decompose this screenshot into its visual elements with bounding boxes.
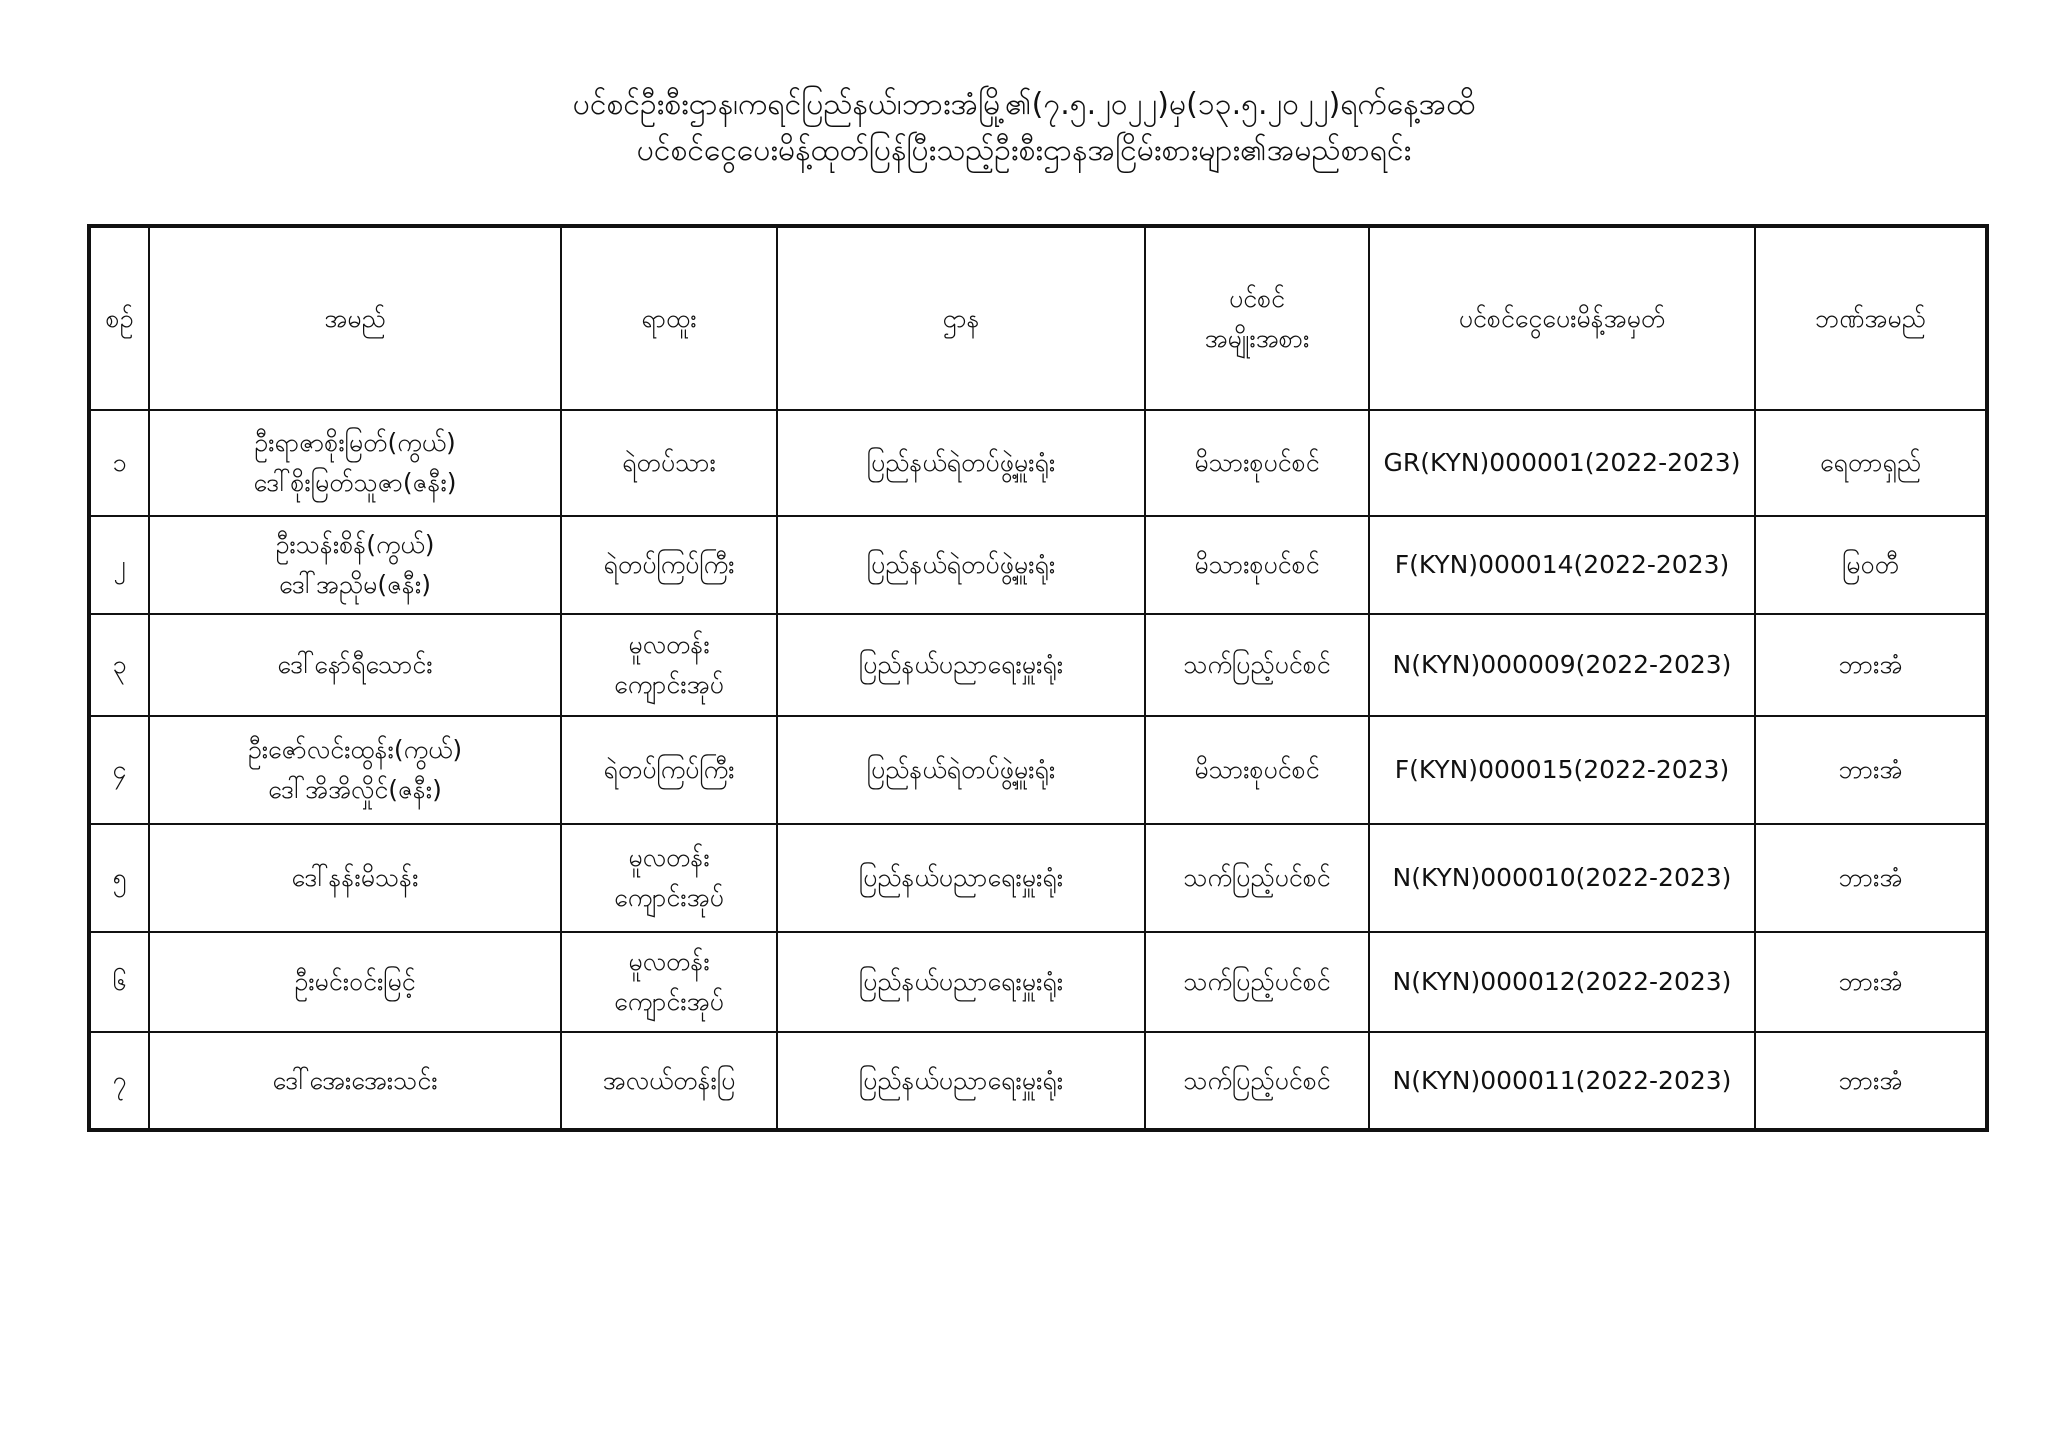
cell-pension-type: သက်ပြည့်ပင်စင်	[1145, 614, 1369, 716]
cell-name	[149, 516, 561, 614]
header-rank: ရာထူး	[561, 226, 777, 410]
cell-department: ပြည်နယ်ပညာရေးမှူးရုံး	[777, 614, 1145, 716]
cell-bank: ဘားအံ	[1755, 614, 1987, 716]
cell-bank: ဘားအံ	[1755, 824, 1987, 932]
cell-rank-line1: မူလတန်း	[628, 843, 710, 872]
pensioner-table	[87, 224, 1989, 1132]
cell-name-line1: ဦးသန်းစိန်(ကွယ်)	[275, 530, 435, 559]
cell-name-line2: ဒေါ်စိုးမြတ်သူဇာ(ဇနီး)	[253, 468, 457, 497]
table-row	[89, 614, 1987, 716]
table-row	[89, 1032, 1987, 1130]
table-row	[89, 410, 1987, 516]
cell-rank: ရဲတပ်သား	[561, 410, 777, 516]
cell-rank: ရဲတပ်ကြပ်ကြီး	[561, 716, 777, 824]
title-line-2: ပင်စင်ငွေပေးမိန့်ထုတ်ပြန်ပြီးသည့်ဦးစီးဌာနအငြိမ်းစားများ၏အမည်စာရင်း	[636, 133, 1412, 168]
cell-department: ပြည်နယ်ရဲတပ်ဖွဲ့မှူးရုံး	[777, 410, 1145, 516]
cell-order-no: N(KYN)000010(2022-2023)	[1369, 824, 1755, 932]
header-bank: ဘဏ်အမည်	[1755, 226, 1987, 410]
cell-rank-line2: ကျောင်းအုပ်	[614, 670, 724, 699]
table-row	[89, 824, 1987, 932]
table-row	[89, 932, 1987, 1032]
cell-name: ဒေါ်နော်ရီသောင်း	[149, 614, 561, 716]
cell-department: ပြည်နယ်ပညာရေးမှူးရုံး	[777, 1032, 1145, 1130]
cell-department: ပြည်နယ်ရဲတပ်ဖွဲ့မှူးရုံး	[777, 516, 1145, 614]
cell-name	[149, 410, 561, 516]
cell-name-line1: ဦးရာဇာစိုးမြတ်(ကွယ်)	[254, 428, 456, 457]
cell-name: ဦးမင်းဝင်းမြင့်	[149, 932, 561, 1032]
cell-name: ဒေါ်နန်းမိသန်း	[149, 824, 561, 932]
cell-name	[149, 716, 561, 824]
header-name: အမည်	[149, 226, 561, 410]
cell-pension-type: မိသားစုပင်စင်	[1145, 516, 1369, 614]
cell-pension-type: သက်ပြည့်ပင်စင်	[1145, 824, 1369, 932]
cell-name-line2: ဒေါ်အိအိလှိုင်(ဇနီး)	[268, 775, 442, 804]
document-title	[0, 82, 2048, 174]
cell-no: ၁	[89, 410, 149, 516]
cell-rank	[561, 932, 777, 1032]
cell-rank-line2: ကျောင်းအုပ်	[614, 883, 724, 912]
cell-pension-type: သက်ပြည့်ပင်စင်	[1145, 932, 1369, 1032]
table-row	[89, 716, 1987, 824]
cell-bank: ရေတာရှည်	[1755, 410, 1987, 516]
cell-name-line1: ဦးဇော်လင်းထွန်း(ကွယ်)	[247, 735, 463, 764]
header-pension-type	[1145, 226, 1369, 410]
cell-department: ပြည်နယ်ပညာရေးမှူးရုံး	[777, 932, 1145, 1032]
table-row	[89, 516, 1987, 614]
cell-order-no: F(KYN)000015(2022-2023)	[1369, 716, 1755, 824]
cell-order-no: N(KYN)000012(2022-2023)	[1369, 932, 1755, 1032]
cell-pension-type: သက်ပြည့်ပင်စင်	[1145, 1032, 1369, 1130]
cell-rank	[561, 614, 777, 716]
header-department: ဌာန	[777, 226, 1145, 410]
cell-rank-line1: မူလတန်း	[628, 630, 710, 659]
header-pension-type-line2: အမျိုးအစား	[1204, 323, 1310, 353]
cell-bank: ဘားအံ	[1755, 716, 1987, 824]
cell-department: ပြည်နယ်ပညာရေးမှူးရုံး	[777, 824, 1145, 932]
header-pension-type-line1: ပင်စင်	[1228, 283, 1286, 313]
cell-bank: ဘားအံ	[1755, 1032, 1987, 1130]
cell-pension-type: မိသားစုပင်စင်	[1145, 410, 1369, 516]
cell-rank-line2: ကျောင်းအုပ်	[614, 987, 724, 1016]
cell-order-no: F(KYN)000014(2022-2023)	[1369, 516, 1755, 614]
header-no: စဉ်	[89, 226, 149, 410]
cell-no: ၆	[89, 932, 149, 1032]
cell-no: ၅	[89, 824, 149, 932]
cell-order-no: N(KYN)000011(2022-2023)	[1369, 1032, 1755, 1130]
cell-rank-line1: မူလတန်း	[628, 947, 710, 976]
table-header-row	[89, 226, 1987, 410]
cell-name-line2: ဒေါ်အညိုမ(ဇနီး)	[279, 570, 431, 599]
header-order-no: ပင်စင်ငွေပေးမိန့်အမှတ်	[1369, 226, 1755, 410]
cell-pension-type: မိသားစုပင်စင်	[1145, 716, 1369, 824]
cell-name: ဒေါ်အေးအေးသင်း	[149, 1032, 561, 1130]
cell-no: ၂	[89, 516, 149, 614]
cell-no: ၃	[89, 614, 149, 716]
pensioner-table-container	[87, 224, 1985, 1132]
cell-order-no: N(KYN)000009(2022-2023)	[1369, 614, 1755, 716]
cell-rank: ရဲတပ်ကြပ်ကြီး	[561, 516, 777, 614]
cell-rank: အလယ်တန်းပြ	[561, 1032, 777, 1130]
cell-bank: မြဝတီ	[1755, 516, 1987, 614]
cell-bank: ဘားအံ	[1755, 932, 1987, 1032]
cell-order-no: GR(KYN)000001(2022-2023)	[1369, 410, 1755, 516]
cell-no: ၄	[89, 716, 149, 824]
title-line-1: ပင်စင်ဦးစီးဌာန၊ကရင်ပြည်နယ်၊ဘားအံမြို့၏(၇.၅.၂၀၂၂)မှ(၁၃.၅.၂၀၂၂)ရက်နေ့အထိ	[572, 87, 1476, 122]
cell-department: ပြည်နယ်ရဲတပ်ဖွဲ့မှူးရုံး	[777, 716, 1145, 824]
cell-no: ၇	[89, 1032, 149, 1130]
cell-rank	[561, 824, 777, 932]
